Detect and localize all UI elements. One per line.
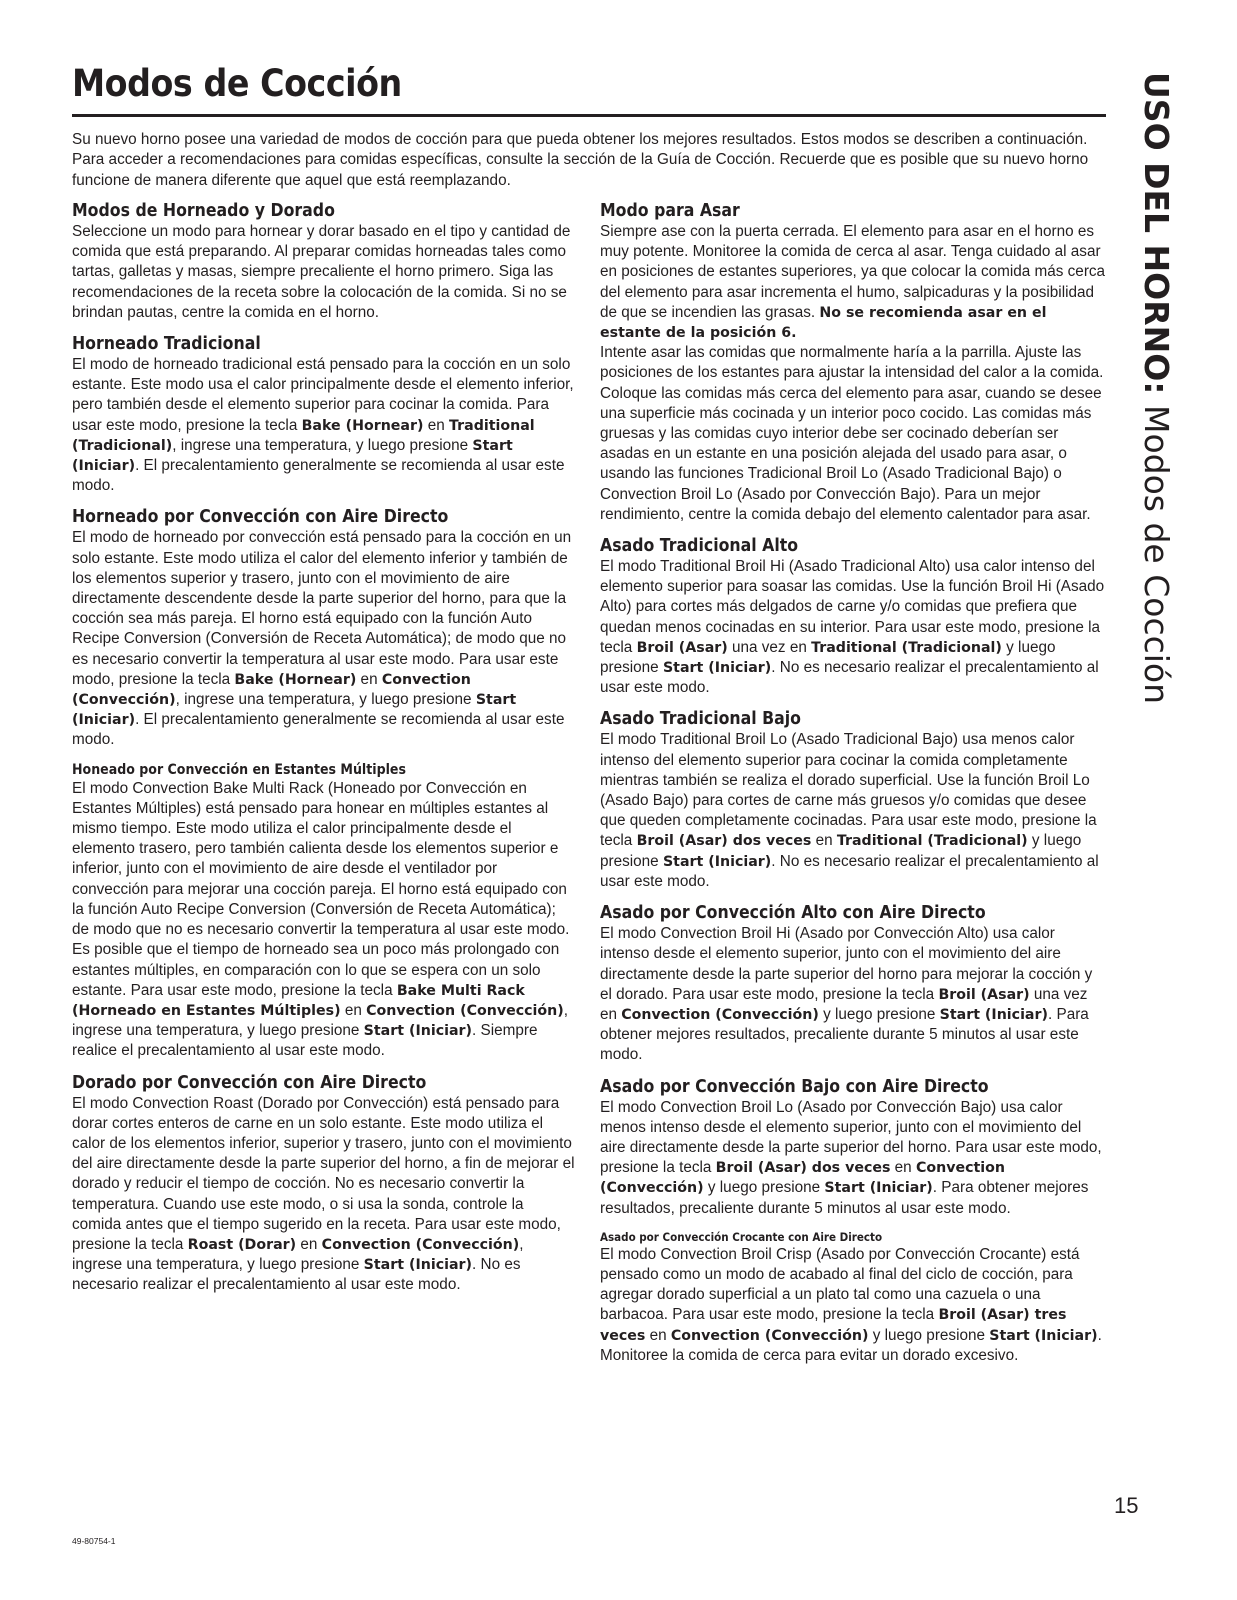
key-label: Broil (Asar) [938, 986, 1030, 1003]
key-label: Convection (Convección) [321, 1236, 520, 1253]
key-label: Broil (Asar) [636, 639, 728, 656]
section-heading: Horneado por Convección con Aire Directo [72, 507, 449, 528]
section-heading: Asado Tradicional Bajo [600, 709, 801, 730]
left-section [72, 1072, 576, 1296]
key-label: Start (Iniciar) [72, 692, 517, 729]
right-section [600, 1229, 1108, 1366]
key-label: Bake (Hornear) [234, 671, 357, 688]
key-label: Bake Multi Rack (Horneado en Estantes Múltiples) [72, 982, 525, 1019]
left-column [72, 200, 576, 1306]
section-body: El modo Traditional Broil Hi (Asado Tradicional Alto) usa calor intenso del elemento superior para soasar las comidas. Use la función Broil Hi (Asado Alto) para cortes más delgados de carne y/o comidas que prefiera que quedan menos cocinadas en su interior. Para usar este modo, presione la tecla Broil (Asar) una vez en Traditional (Tradicional) y luego presione Start (Iniciar). No es necesario realizar el precalentamiento al usar este modo. [600, 558, 1105, 697]
right-section [600, 1076, 1108, 1219]
key-label: Convection (Convección) [600, 1160, 1005, 1197]
key-label: Broil (Asar) dos veces [636, 833, 812, 850]
key-label: Broil (Asar) tres veces [600, 1307, 1067, 1344]
section-body: El modo Convection Broil Hi (Asado por Convección Alto) usa calor intenso desde el elemento superior, junto con el movimiento del aire directamente desde la parte superior del horno para mejorar la cocción y el dorado. Para usar este modo, presione la tecla Broil (Asar) una vez en Convection (Convección) y luego presione Start (Iniciar). Para obtener mejores resultados, precaliente durante 5 minutos al usar este modo. [600, 925, 1093, 1064]
section-heading: Asado Tradicional Alto [600, 536, 799, 557]
key-label: Start (Iniciar) [939, 1006, 1048, 1023]
title-rule [72, 114, 1106, 117]
section-body: El modo Convection Broil Crisp (Asado por Convección Crocante) está pensado como un modo de acabado al final del ciclo de cocción, para agregar dorado superficial a un plato tal como una cazuela o una barbacoa. Para usar este modo, presione la tecla Broil (Asar) tres veces en Convection (Convección) y luego presione Start (Iniciar). Monitoree la comida de cerca para evitar un dorado excesivo. [600, 1245, 1102, 1364]
key-label: Start (Iniciar) [824, 1180, 933, 1197]
section-heading: Asado por Convección Alto con Aire Directo [600, 903, 986, 924]
key-label: Broil (Asar) dos veces [715, 1160, 891, 1177]
section-body: El modo de horneado por convección está pensado para la cocción en un solo estante. Este modo utiliza el calor del elemento inferior y también de los elementos superior y trasero, junto con el movimiento de aire directamente descendente desde la parte superior del horno, para que la cocción sea más pareja. El horno está equipado con la función Auto Recipe Conversion (Conversión de Receta Automática); de modo que no es necesario convertir la temperatura al usar este modo. Para usar este modo, presione la tecla Bake (Hornear) en Convection (Convección), ingrese una temperatura, y luego presione Start (Iniciar). El precalentamiento generalmente se recomienda al usar este modo. [72, 529, 572, 749]
key-label: Traditional (Tradicional) [811, 639, 1002, 656]
section-body: El modo Convection Bake Multi Rack (Honeado por Convección en Estantes Múltiples) está pensado para honear en múltiples estantes al mismo tiempo. Este modo utiliza el calor principalmente desde el elemento trasero, pero también calienta desde los elementos superior e inferior, junto con el movimiento de aire desde el ventilador por convección para mejorar una cocción pareja. El horno está equipado con la función Auto Recipe Conversion (Conversión de Receta Automática); de modo que no es necesario convertir la temperatura al usar este modo. Es posible que el tiempo de horneado sea un poco más prolongado con estantes múltiples, en comparación con lo que se espera con un solo estante. Para usar este modo, presione la tecla Bake Multi Rack (Horneado en Estantes Múltiples) en Convection (Convección), ingrese una temperatura, y luego presione Start (Iniciar). Siempre realice el precalentamiento al usar este modo. [72, 779, 570, 1060]
left-section [72, 506, 576, 750]
section-body: Seleccione un modo para hornear y dorar basado en el tipo y cantidad de comida que está preparando. Al preparar comidas horneadas tales como tartas, galletas y masas, siempre precaliente el horno primero. Siga las recomendaciones de la receta sobre la colocación de la comida. Si no se brindan pautas, centre la comida en el horno. [72, 223, 571, 321]
key-label: Start (Iniciar) [662, 853, 772, 870]
key-label: Convection (Convección) [621, 1006, 819, 1023]
section-heading: Asado por Convección Crocante con Aire Directo [600, 1229, 883, 1244]
key-label: Start (Iniciar) [363, 1023, 473, 1040]
key-label: Bake (Hornear) [301, 417, 424, 434]
key-label: Start (Iniciar) [72, 437, 513, 475]
side-tab [1138, 72, 1174, 704]
key-label: Roast (Dorar) [187, 1236, 297, 1253]
section-body: El modo de horneado tradicional está pensado para la cocción en un solo estante. Este modo usa el calor principalmente desde el elemento inferior, pero también desde el elemento superior para cocinar la comida. Para usar este modo, presione la tecla Bake (Hornear) en Traditional (Tradicional), ingrese una temperatura, y luego presione Start (Iniciar). El precalentamiento generalmente se recomienda al usar este modo. [72, 356, 574, 495]
section-heading: Asado por Convección Bajo con Aire Directo [600, 1076, 989, 1097]
right-section [600, 708, 1108, 892]
left-section [72, 333, 576, 496]
side-tab-light: Modos de Cocción [1137, 394, 1176, 705]
section-body: Siempre ase con la puerta cerrada. El elemento para asar en el horno es muy potente. Monitoree la comida de cerca al asar. Tenga cuidado al asar en posiciones de estantes superiores, ya que colocar la comida más cerca del elemento para asar incrementa el humo, salpicaduras y la posibilidad de que se incendien las grasas. No se recomienda asar en el estante de la posición 6. Intente asar las comidas que normalmente haría a la parrilla. Ajuste las posiciones de los estantes para ajustar la intensidad del calor a la comida. Coloque las comidas más cerca del elemento para asar, cuando se desee una superficie más cocinada y un interior poco cocido. Las comidas más gruesas y las comidas cuyo interior debe ser cocinado deberían ser asadas en un estante en una posición alejada del usado para asar, o usando las funciones Tradicional Broil Lo (Asado Tradicional Bajo) o Convection Broil Lo (Asado por Convección Bajo). Para un mejor rendimiento, centre la comida debajo del elemento calentador para asar. [600, 223, 1106, 523]
right-section [600, 200, 1108, 525]
side-tab-bold: USO DEL HORNO: [1137, 72, 1176, 395]
section-body: El modo Convection Broil Lo (Asado por Convección Bajo) usa calor menos intenso desde el elemento superior, junto con el movimiento del aire directamente desde la parte superior del horno. Para usar este modo, presione la tecla Broil (Asar) dos veces en Convection (Convección) y luego presione Start (Iniciar). Para obtener mejores resultados, precaliente durante 5 minutos al usar este modo. [600, 1098, 1102, 1217]
page-number: 15 [1114, 1493, 1139, 1518]
key-label: Start (Iniciar) [363, 1257, 473, 1274]
right-section [600, 535, 1108, 698]
key-label: Start (Iniciar) [662, 660, 772, 677]
key-label: Traditional (Tradicional) [836, 833, 1028, 850]
section-heading: Modo para Asar [600, 201, 740, 221]
key-label: Convection (Convección) [670, 1327, 869, 1344]
section-body: El modo Traditional Broil Lo (Asado Tradicional Bajo) usa menos calor intenso del elemento superior para cocinar la comida completamente mientras también se realiza el dorado superficial. Use la función Broil Lo (Asado Bajo) para cortes de carne más gruesos y/o comidas que desee que queden completamente cocinadas. Para usar este modo, presione la tecla Broil (Asar) dos veces en Traditional (Tradicional) y luego presione Start (Iniciar). No es necesario realizar el precalentamiento al usar este modo. [600, 731, 1099, 890]
key-label: No se recomienda asar en el estante de la posición 6. [600, 304, 1047, 342]
left-section [72, 200, 576, 323]
page-title: Modos de Cocción [72, 62, 402, 105]
section-heading: Modos de Horneado y Dorado [72, 201, 335, 221]
section-body: El modo Convection Roast (Dorado por Convección) está pensado para dorar cortes enteros de carne en un solo estante. Este modo utiliza el calor de los elementos inferior, superior y trasero, junto con el movimiento del aire directamente desde la parte superior del horno, a fin de mejorar el dorado y reducir el tiempo de cocción. No es necesario convertir la temperatura. Cuando use este modo, o si usa la sonda, controle la comida antes que el tiempo sugerido en la receta. Para usar este modo, presione la tecla Roast (Dorar) en Convection (Convección), ingrese una temperatura, y luego presione Start (Iniciar). No es necesario realizar el precalentamiento al usar este modo. [72, 1094, 575, 1294]
section-heading: Dorado por Convección con Aire Directo [72, 1072, 427, 1093]
footer-code: 49-80754-1 [72, 1536, 116, 1546]
right-section [600, 902, 1108, 1065]
key-label: Convection (Convección) [366, 1002, 564, 1019]
left-section [72, 761, 576, 1062]
section-heading: Honeado por Convección en Estantes Múltiples [72, 761, 406, 778]
key-label: Start (Iniciar) [989, 1327, 1098, 1344]
right-column [600, 200, 1108, 1376]
key-label: Convection (Convección) [72, 671, 471, 709]
section-heading: Horneado Tradicional [72, 334, 261, 355]
key-label: Traditional (Tradicional) [72, 417, 535, 454]
intro-paragraph: Su nuevo horno posee una variedad de modos de cocción para que pueda obtener los mejores resultados. Estos modos se describen a continuación. Para acceder a recomendaciones para comidas específicas, consulte la sección de la Guía de Cocción. Recuerde que es posible que su nuevo horno funcione de manera diferente que aquel que está reemplazando. [72, 131, 1089, 189]
